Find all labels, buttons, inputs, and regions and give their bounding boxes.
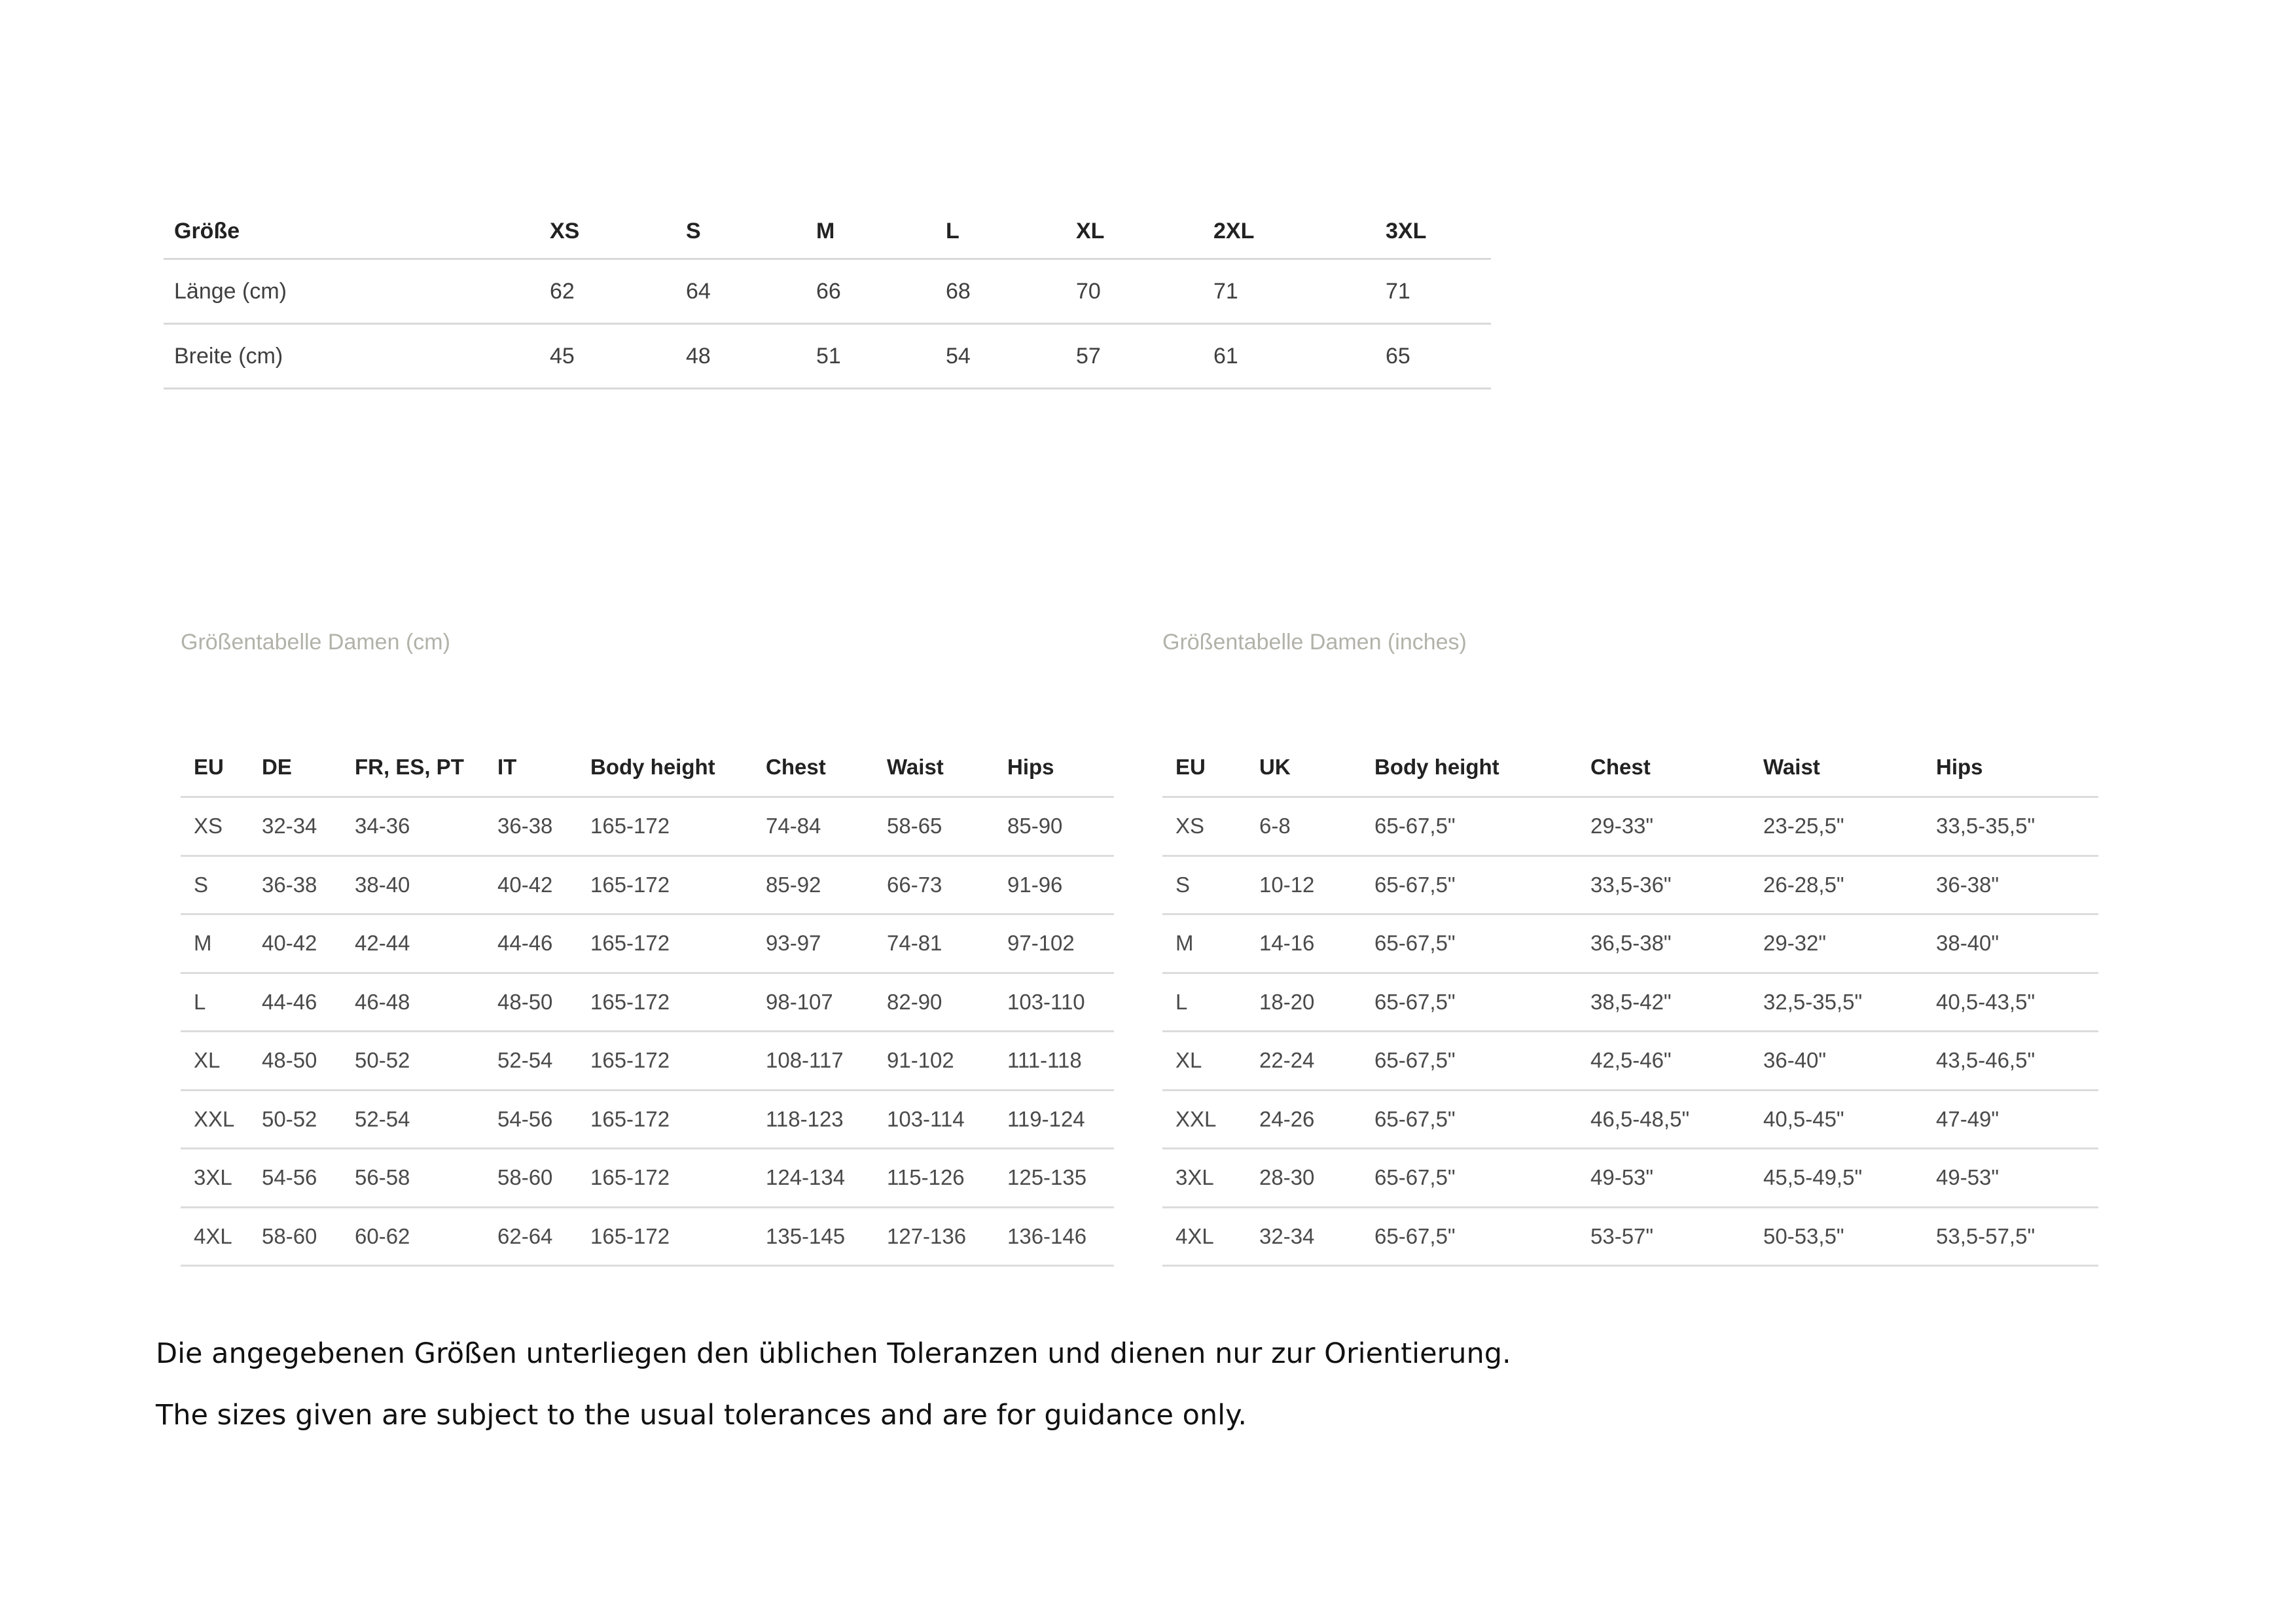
table-cell: 56-58 — [342, 1149, 484, 1208]
table-cell: 165-172 — [577, 797, 753, 856]
table-cell: 103-114 — [874, 1090, 994, 1149]
table-row — [164, 259, 1491, 324]
table-cell: 68 — [935, 259, 1066, 324]
table-row — [181, 1149, 1114, 1208]
table-cell: 82-90 — [874, 973, 994, 1032]
table-cell: 71 — [1375, 259, 1491, 324]
row-label: S — [181, 856, 249, 914]
table-cell: 65-67,5" — [1361, 1149, 1577, 1208]
column-header: XL — [1076, 218, 1105, 244]
table-cell: 125-135 — [994, 1149, 1114, 1208]
table-cell: 54-56 — [249, 1149, 342, 1208]
table-header-row — [181, 738, 1114, 797]
table-cell: 85-90 — [994, 797, 1114, 856]
table-cell: 58-65 — [874, 797, 994, 856]
tolerance-note-en: The sizes given are subject to the usual tolerances and are for guidance only. — [156, 1399, 1247, 1432]
table-cell: 65 — [1375, 324, 1491, 389]
row-label: Breite (cm) — [164, 324, 539, 389]
table-cell: 38-40 — [342, 856, 484, 914]
table-cell: 70 — [1066, 259, 1203, 324]
table-cell: 115-126 — [874, 1149, 994, 1208]
row-label: L — [1162, 973, 1246, 1032]
column-header: Waist — [1763, 755, 1820, 779]
table-row — [181, 856, 1114, 914]
table-cell: 10-12 — [1246, 856, 1361, 914]
table-cell: 36-38" — [1923, 856, 2098, 914]
table-cell: 60-62 — [342, 1207, 484, 1266]
table-cell: 28-30 — [1246, 1149, 1361, 1208]
table-cell: 127-136 — [874, 1207, 994, 1266]
column-header: XS — [550, 218, 580, 244]
table-cell: 74-84 — [753, 797, 874, 856]
table-cell: 42-44 — [342, 914, 484, 973]
table-cell: 165-172 — [577, 1207, 753, 1266]
table-cell: 34-36 — [342, 797, 484, 856]
column-header: 2XL — [1213, 218, 1255, 244]
table-row — [1162, 1032, 2098, 1091]
table-cell: 136-146 — [994, 1207, 1114, 1266]
table-cell: 48-50 — [249, 1032, 342, 1091]
women-inches-caption: Größentabelle Damen (inches) — [1162, 630, 1467, 655]
table-cell: 165-172 — [577, 1032, 753, 1091]
table-cell: 32-34 — [249, 797, 342, 856]
table-cell: 135-145 — [753, 1207, 874, 1266]
table-cell: 54 — [935, 324, 1066, 389]
column-header: S — [686, 218, 701, 244]
column-header: Waist — [887, 755, 944, 779]
table-cell: 40-42 — [249, 914, 342, 973]
table-cell: 165-172 — [577, 1149, 753, 1208]
table-cell: 66 — [806, 259, 935, 324]
table-cell: 165-172 — [577, 914, 753, 973]
table-cell: 54-56 — [484, 1090, 577, 1149]
table-cell: 38,5-42" — [1577, 973, 1750, 1032]
column-header: Chest — [1590, 755, 1651, 779]
table-cell: 50-52 — [249, 1090, 342, 1149]
table-row — [1162, 973, 2098, 1032]
column-header: IT — [497, 755, 517, 779]
women-cm-caption: Größentabelle Damen (cm) — [181, 630, 450, 655]
table-cell: 62 — [539, 259, 675, 324]
table-cell: 65-67,5" — [1361, 797, 1577, 856]
table-cell: 38-40" — [1923, 914, 2098, 973]
table-cell: 45,5-49,5" — [1750, 1149, 1923, 1208]
table-cell: 42,5-46" — [1577, 1032, 1750, 1091]
column-header: Chest — [766, 755, 826, 779]
column-header: FR, ES, PT — [355, 755, 464, 779]
table-cell: 44-46 — [484, 914, 577, 973]
table-row — [1162, 1090, 2098, 1149]
column-header: UK — [1259, 755, 1291, 779]
table-cell: 91-102 — [874, 1032, 994, 1091]
table-row — [1162, 797, 2098, 856]
table-cell: 58-60 — [484, 1149, 577, 1208]
table-cell: 36-38 — [249, 856, 342, 914]
column-header: L — [946, 218, 960, 244]
column-header: Hips — [1936, 755, 1983, 779]
table-row — [181, 797, 1114, 856]
table-cell: 36-38 — [484, 797, 577, 856]
table-row — [181, 914, 1114, 973]
table-cell: 52-54 — [342, 1090, 484, 1149]
table-cell: 71 — [1203, 259, 1375, 324]
table-cell: 74-81 — [874, 914, 994, 973]
table-cell: 58-60 — [249, 1207, 342, 1266]
table-row — [181, 1207, 1114, 1266]
table-cell: 62-64 — [484, 1207, 577, 1266]
table-cell: 118-123 — [753, 1090, 874, 1149]
table-cell: 18-20 — [1246, 973, 1361, 1032]
table-cell: 108-117 — [753, 1032, 874, 1091]
table-cell: 103-110 — [994, 973, 1114, 1032]
row-label: S — [1162, 856, 1246, 914]
column-header: EU — [1175, 755, 1206, 779]
table-cell: 45 — [539, 324, 675, 389]
table-cell: 49-53" — [1577, 1149, 1750, 1208]
table-row — [181, 1032, 1114, 1091]
table-cell: 165-172 — [577, 973, 753, 1032]
table-cell: 46-48 — [342, 973, 484, 1032]
column-header: 3XL — [1386, 218, 1427, 244]
table-cell: 32-34 — [1246, 1207, 1361, 1266]
row-label: L — [181, 973, 249, 1032]
table-header-row — [1162, 738, 2098, 797]
table-cell: 50-53,5" — [1750, 1207, 1923, 1266]
column-header: EU — [194, 755, 224, 779]
table-cell: 93-97 — [753, 914, 874, 973]
table-cell: 85-92 — [753, 856, 874, 914]
row-label: XS — [181, 797, 249, 856]
row-label: 3XL — [1162, 1149, 1246, 1208]
row-label: XL — [181, 1032, 249, 1091]
row-label: M — [1162, 914, 1246, 973]
table-row — [1162, 1207, 2098, 1266]
column-header: M — [816, 218, 835, 244]
table-cell: 47-49" — [1923, 1090, 2098, 1149]
table-cell: 44-46 — [249, 973, 342, 1032]
table-cell: 65-67,5" — [1361, 1032, 1577, 1091]
table-cell: 98-107 — [753, 973, 874, 1032]
table-cell: 50-52 — [342, 1032, 484, 1091]
table-cell: 97-102 — [994, 914, 1114, 973]
column-header: Größe — [174, 218, 240, 244]
table-cell: 53-57" — [1577, 1207, 1750, 1266]
row-label: XS — [1162, 797, 1246, 856]
column-header: Hips — [1007, 755, 1054, 779]
table-cell: 22-24 — [1246, 1032, 1361, 1091]
table-cell: 14-16 — [1246, 914, 1361, 973]
product-size-table — [164, 204, 1491, 389]
table-cell: 40,5-45" — [1750, 1090, 1923, 1149]
table-cell: 53,5-57,5" — [1923, 1207, 2098, 1266]
table-cell: 66-73 — [874, 856, 994, 914]
table-cell: 57 — [1066, 324, 1203, 389]
table-cell: 119-124 — [994, 1090, 1114, 1149]
table-cell: 36,5-38" — [1577, 914, 1750, 973]
table-cell: 65-67,5" — [1361, 1090, 1577, 1149]
table-cell: 46,5-48,5" — [1577, 1090, 1750, 1149]
table-cell: 33,5-36" — [1577, 856, 1750, 914]
table-row — [164, 324, 1491, 389]
row-label: 3XL — [181, 1149, 249, 1208]
table-cell: 65-67,5" — [1361, 973, 1577, 1032]
women-size-table-cm — [181, 738, 1114, 1267]
table-cell: 49-53" — [1923, 1149, 2098, 1208]
table-cell: 165-172 — [577, 856, 753, 914]
table-row — [1162, 1149, 2098, 1208]
table-cell: 51 — [806, 324, 935, 389]
table-cell: 91-96 — [994, 856, 1114, 914]
table-cell: 33,5-35,5" — [1923, 797, 2098, 856]
table-cell: 43,5-46,5" — [1923, 1032, 2098, 1091]
table-cell: 65-67,5" — [1361, 856, 1577, 914]
table-cell: 165-172 — [577, 1090, 753, 1149]
table-cell: 6-8 — [1246, 797, 1361, 856]
row-label: Länge (cm) — [164, 259, 539, 324]
table-row — [1162, 914, 2098, 973]
row-label: M — [181, 914, 249, 973]
table-cell: 48 — [675, 324, 806, 389]
table-header-row — [164, 204, 1491, 259]
table-cell: 40-42 — [484, 856, 577, 914]
tolerance-note-de: Die angegebenen Größen unterliegen den üblichen Toleranzen und dienen nur zur Orientierung. — [156, 1337, 1511, 1370]
column-header: Body height — [1374, 755, 1499, 779]
table-cell: 29-33" — [1577, 797, 1750, 856]
table-row — [1162, 856, 2098, 914]
table-cell: 64 — [675, 259, 806, 324]
table-cell: 32,5-35,5" — [1750, 973, 1923, 1032]
table-cell: 36-40" — [1750, 1032, 1923, 1091]
women-size-table-inches — [1162, 738, 2098, 1267]
table-cell: 52-54 — [484, 1032, 577, 1091]
table-row — [181, 1090, 1114, 1149]
table-cell: 24-26 — [1246, 1090, 1361, 1149]
table-cell: 65-67,5" — [1361, 1207, 1577, 1266]
table-cell: 29-32" — [1750, 914, 1923, 973]
table-cell: 65-67,5" — [1361, 914, 1577, 973]
table-row — [181, 973, 1114, 1032]
column-header: Body height — [590, 755, 715, 779]
table-cell: 40,5-43,5" — [1923, 973, 2098, 1032]
row-label: 4XL — [1162, 1207, 1246, 1266]
table-cell: 48-50 — [484, 973, 577, 1032]
table-cell: 26-28,5" — [1750, 856, 1923, 914]
column-header: DE — [262, 755, 292, 779]
table-cell: 23-25,5" — [1750, 797, 1923, 856]
row-label: XXL — [1162, 1090, 1246, 1149]
table-cell: 124-134 — [753, 1149, 874, 1208]
table-cell: 111-118 — [994, 1032, 1114, 1091]
row-label: 4XL — [181, 1207, 249, 1266]
table-cell: 61 — [1203, 324, 1375, 389]
row-label: XXL — [181, 1090, 249, 1149]
row-label: XL — [1162, 1032, 1246, 1091]
